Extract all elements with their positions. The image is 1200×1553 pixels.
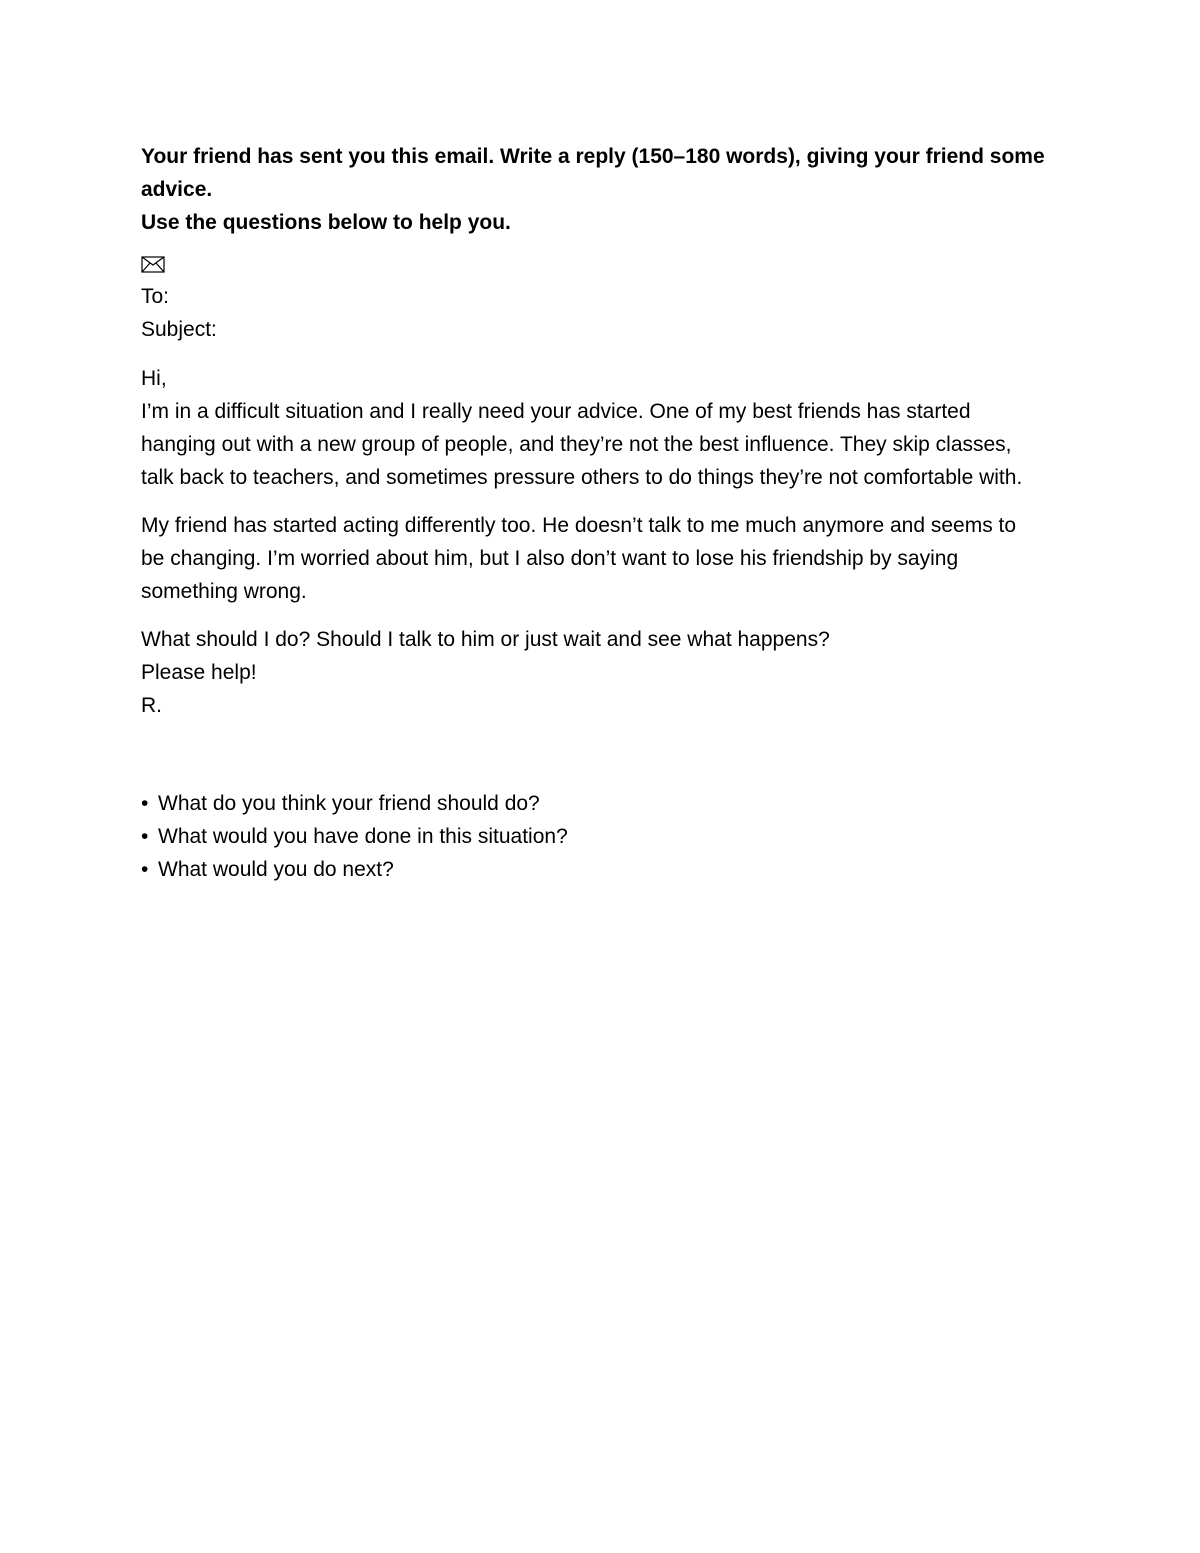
email-paragraph-1 <box>141 395 1081 494</box>
instruction-line: Use the questions below to help you. <box>141 211 511 234</box>
closing-question: What should I do? Should I talk to him or just wait and see what happens? <box>141 628 830 651</box>
document-page <box>141 140 1081 886</box>
subject-label: Subject: <box>141 318 217 341</box>
question-text: What would you do next? <box>158 858 394 881</box>
body-line: I’m in a difficult situation and I really need your advice. One of my best friends has started <box>141 400 971 423</box>
bullet-icon: • <box>141 825 149 848</box>
email-body <box>141 362 1081 722</box>
instruction-line: Your friend has sent you this email. Write a reply (150–180 words), giving your friend some <box>141 145 1045 168</box>
greeting: Hi, <box>141 367 167 390</box>
email-paragraph-2 <box>141 509 1081 608</box>
list-item <box>141 787 1081 820</box>
list-item <box>141 820 1081 853</box>
email-closing <box>141 623 1081 722</box>
instruction-line: advice. <box>141 178 213 201</box>
body-line: hanging out with a new group of people, and they’re not the best influence. They skip classes, <box>141 433 1012 456</box>
task-instructions <box>141 140 1081 239</box>
email-header <box>141 280 1081 346</box>
list-item <box>141 853 1081 886</box>
envelope-icon <box>141 252 1081 276</box>
body-line: be changing. I’m worried about him, but I also don’t want to lose his friendship by saying <box>141 547 959 570</box>
signature: R. <box>141 694 162 717</box>
bullet-icon: • <box>141 792 149 815</box>
body-line: something wrong. <box>141 580 307 603</box>
body-line: talk back to teachers, and sometimes pressure others to do things they’re not comfortable with. <box>141 466 1023 489</box>
bullet-icon: • <box>141 858 149 881</box>
closing-plea: Please help! <box>141 661 257 684</box>
question-text: What would you have done in this situation? <box>158 825 568 848</box>
to-label: To: <box>141 285 170 308</box>
body-line: My friend has started acting differently too. He doesn’t talk to me much anymore and seems to <box>141 514 1017 537</box>
question-list <box>141 787 1081 886</box>
question-text: What do you think your friend should do? <box>158 792 540 815</box>
